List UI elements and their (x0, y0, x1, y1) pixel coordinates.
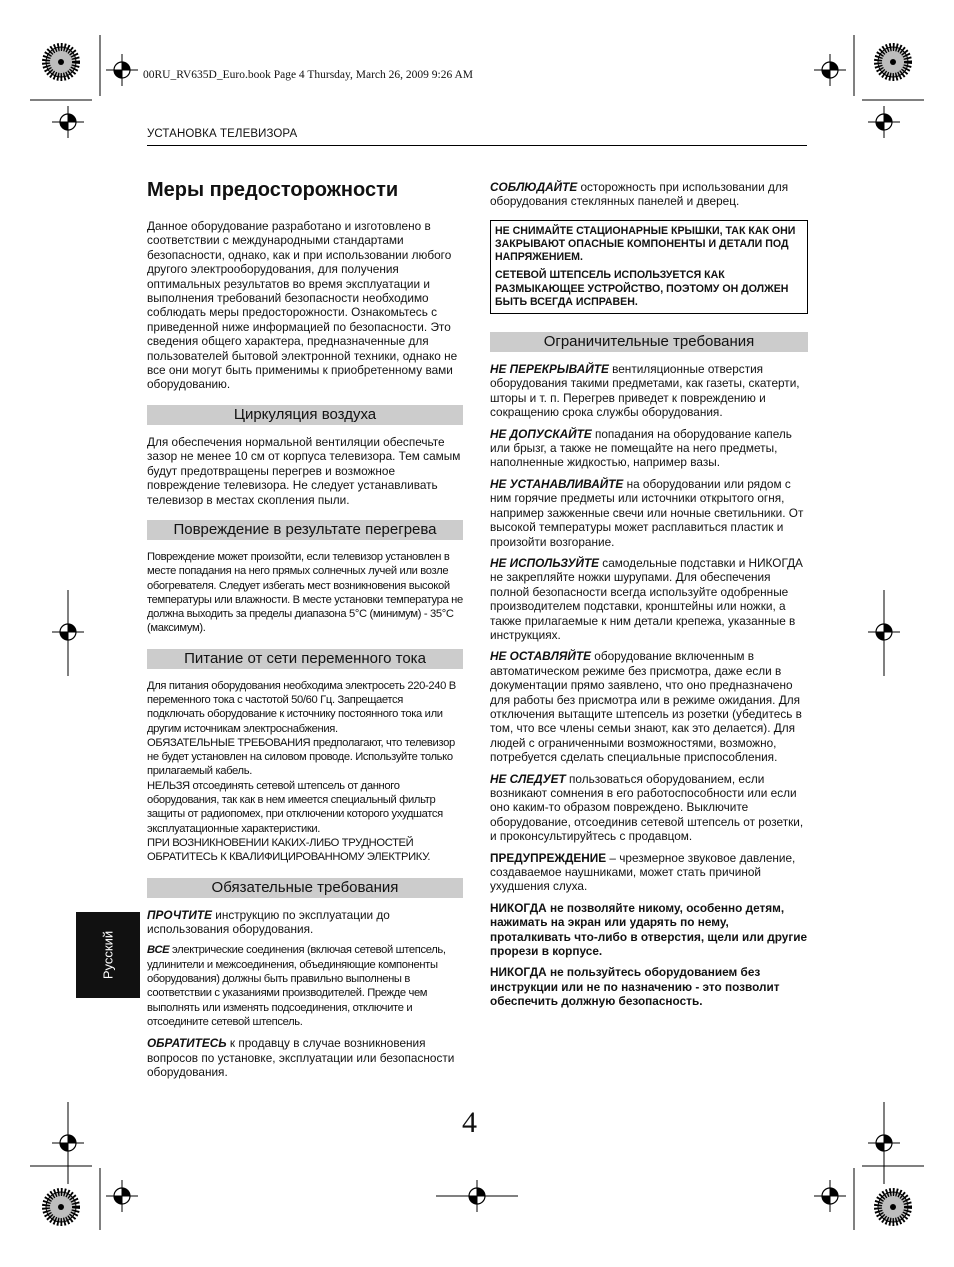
restriction-item: НЕ ДОПУСКАЙТЕ попадания на оборудование капель или брызг, а также не помещайте на него предметы, наполненные жидкостью, например вазы. (490, 426, 792, 470)
heading-heat-damage: Повреждение в результате перегрева (147, 520, 463, 540)
heading-mandatory: Обязательные требования (147, 878, 463, 898)
item-lead: НЕ ПЕРЕКРЫВАЙТЕ (490, 362, 609, 377)
glass-caution: СОБЛЮДАЙТЕ осторожность при использовании для оборудования стеклянных панелей и дверец. (490, 180, 789, 209)
page-number: 4 (462, 1106, 477, 1139)
hearing-caution: ПРЕДУПРЕЖДЕНИЕ – чрезмерное звуковое давление, создаваемое наушниками, может стать причиной ухудшения слуха. (490, 850, 796, 894)
language-label: Русский (100, 930, 116, 980)
never-warning: НИКОГДА не позволяйте никому, особенно детям, нажимать на экран или ударять по нему, проталкивать что-либо в отверстия, щели или другие прорези в корпусе. (490, 900, 808, 959)
item-lead: НЕ ОСТАВЛЯЙТЕ (490, 649, 591, 664)
power-text-1: Для питания оборудования необходима электросеть 220-240 В переменного тока с частотой 50/60 Гц. Запрещается подключать оборудование к источнику постоянного тока или другим источникам электроснабжения. (147, 679, 456, 735)
print-slug: 00RU_RV635D_Euro.book Page 4 Thursday, March 26, 2009 9:26 AM (143, 69, 474, 81)
left-column (147, 178, 463, 1086)
item-lead: НЕ ДОПУСКАЙТЕ (490, 426, 592, 441)
page-title: Меры предосторожности (147, 179, 399, 201)
section-title: УСТАНОВКА ТЕЛЕВИЗОРА (147, 128, 298, 140)
item-lead: НЕ ИСПОЛЬЗУЙТЕ (490, 555, 600, 570)
intro-paragraph: Данное оборудование разработано и изготовлено в соответствии с международными стандартами безопасности, однако, как и при использовании любого другого электрооборудования, для получения оптимальных результатов во время эксплуатации и выполнения требований безопасности необходимо соблюдать меры предосторожности. Ознакомьтесь с приведенной ниже информацией по безопасности. Это сведения общего характера, предназначенные для пользователей бытовой электронной техники, однако не все они могут быть применимы к приобретенному вами оборудованию. (147, 219, 458, 392)
power-text-4: ПРИ ВОЗНИКНОВЕНИИ КАКИХ-ЛИБО ТРУДНОСТЕЙ ОБРАТИТЕСЬ К КВАЛИФИЦИРОВАННОМУ ЭЛЕКТРИКУ. (147, 836, 431, 864)
item-lead: СОБЛЮДАЙТЕ (490, 180, 578, 194)
air-circulation-text: Для обеспечения нормальной вентиляции обеспечьте зазор не менее 10 см от корпуса телевизора. Тем самым будут предотвращены перегрев и возможное повреждение телевизора. Не следует устанавливать телевизор в местах скопления пыли. (147, 434, 461, 507)
item-lead: ВСЕ (147, 944, 170, 957)
mandatory-item: ВСЕ электрические соединения (включая сетевой штепсель, удлинители и межсоединения, объединяющие компоненты оборудования) должны быть правильно выполнены в соответствии с указаниями производителей. Прежде чем выполнять или изменять подсоединения, отключите и отсоедините сетевой штепсель. (147, 944, 446, 1028)
right-column (490, 180, 808, 1016)
heading-ac-power: Питание от сети переменного тока (147, 649, 463, 669)
item-lead: НЕ УСТАНАВЛИВАЙТЕ (490, 476, 624, 491)
item-lead: ПРОЧТИТЕ (147, 907, 212, 922)
caution-lead: ПРЕДУПРЕЖДЕНИЕ (490, 850, 607, 865)
heading-restrictions: Ограничительные требования (490, 332, 808, 352)
warning-line: НЕ СНИМАЙТЕ СТАЦИОНАРНЫЕ КРЫШКИ, ТАК КАК ОНИ ЗАКРЫВАЮТ ОПАСНЫЕ КОМПОНЕНТЫ И ДЕТАЛИ ПОД НАПРЯЖЕНИЕМ. (495, 224, 796, 264)
restriction-item: НЕ СЛЕДУЕТ пользоваться оборудованием, если возникают сомнения в его работоспособности или если оно каким-то образом повреждено. Выключите оборудование, отсоединив сетевой штепсель от розетки, и проконсультируйтесь с продавцом. (490, 771, 804, 844)
header-rule (147, 145, 807, 146)
restriction-item: НЕ ИСПОЛЬЗУЙТЕ самодельные подставки и НИКОГДА не закрепляйте ножки шурупами. Для обеспечения полной безопасности всегда используйте одобренные производителем подставки, кронштейны или ножки, а также прилагаемые к ним детали крепежа, указанные в инструкциях. (490, 555, 803, 642)
warning-line: СЕТЕВОЙ ШТЕПСЕЛЬ ИСПОЛЬЗУЕТСЯ КАК РАЗМЫКАЮЩЕЕ УСТРОЙСТВО, ПОЭТОМУ ОН ДОЛЖЕН БЫТЬ ВСЕГДА ИСПРАВЕН. (495, 269, 789, 308)
never-warning: НИКОГДА не пользуйтесь оборудованием без инструкции или не по назначению - это позволит обеспечить должную безопасность. (490, 965, 780, 1009)
mandatory-item: ПРОЧТИТЕ инструкцию по эксплуатации до использования оборудования. (147, 907, 390, 936)
power-text-2: ОБЯЗАТЕЛЬНЫЕ ТРЕБОВАНИЯ предполагают, что телевизор не будет установлен на силовом проводе. Используйте только прилагаемый кабель. (147, 736, 455, 778)
language-tab (76, 912, 140, 998)
warning-box (490, 220, 808, 314)
item-lead: ОБРАТИТЕСЬ (147, 1036, 227, 1051)
power-text-3: НЕЛЬЗЯ отсоединять сетевой штепсель от данного оборудования, так как в нем имеется специальный фильтр защиты от радиопомех, при отключении которого ухудшатся эксплуатационные характеристики. (147, 779, 443, 835)
heat-damage-text: Повреждение может произойти, если телевизор установлен в месте попадания на него прямых солнечных лучей или возле обогревателя. Следует избегать мест возникновения высокой температуры или влажности. В месте установки температура не должна выходить за пределы диапазона 5°C (минимум) - 35°C (максимум). (147, 550, 463, 635)
restriction-item: НЕ ОСТАВЛЯЙТЕ оборудование включенным в автоматическом режиме без присмотра, даже если в документации прямо заявлено, что оно предназначено для работы без присмотра или в режиме ожидания. Для отключения вытащите штепсель из розетки (убедитесь в том, что все члены семьи знают, как это делается). Для людей с ограниченными возможностями, возможно, потребуется сделать специальные приспособления. (490, 649, 802, 765)
heading-air-circulation: Циркуляция воздуха (147, 405, 463, 425)
item-lead: НЕ СЛЕДУЕТ (490, 771, 566, 786)
mandatory-item: ОБРАТИТЕСЬ к продавцу в случае возникновения вопросов по установке, эксплуатации или безопасности оборудования. (147, 1036, 455, 1079)
restriction-item: НЕ УСТАНАВЛИВАЙТЕ на оборудовании или рядом с ним горячие предметы или источники открытого огня, например зажженные свечи или ночные светильники. От высокой температуры может расплавиться пластик и произойти возгорание. (490, 476, 804, 549)
restriction-item: НЕ ПЕРЕКРЫВАЙТЕ вентиляционные отверстия оборудования такими предметами, как газеты, скатерти, шторы и т. п. Перегрев приведет к повреждению и сокращению срока службы оборудования. (490, 362, 800, 420)
